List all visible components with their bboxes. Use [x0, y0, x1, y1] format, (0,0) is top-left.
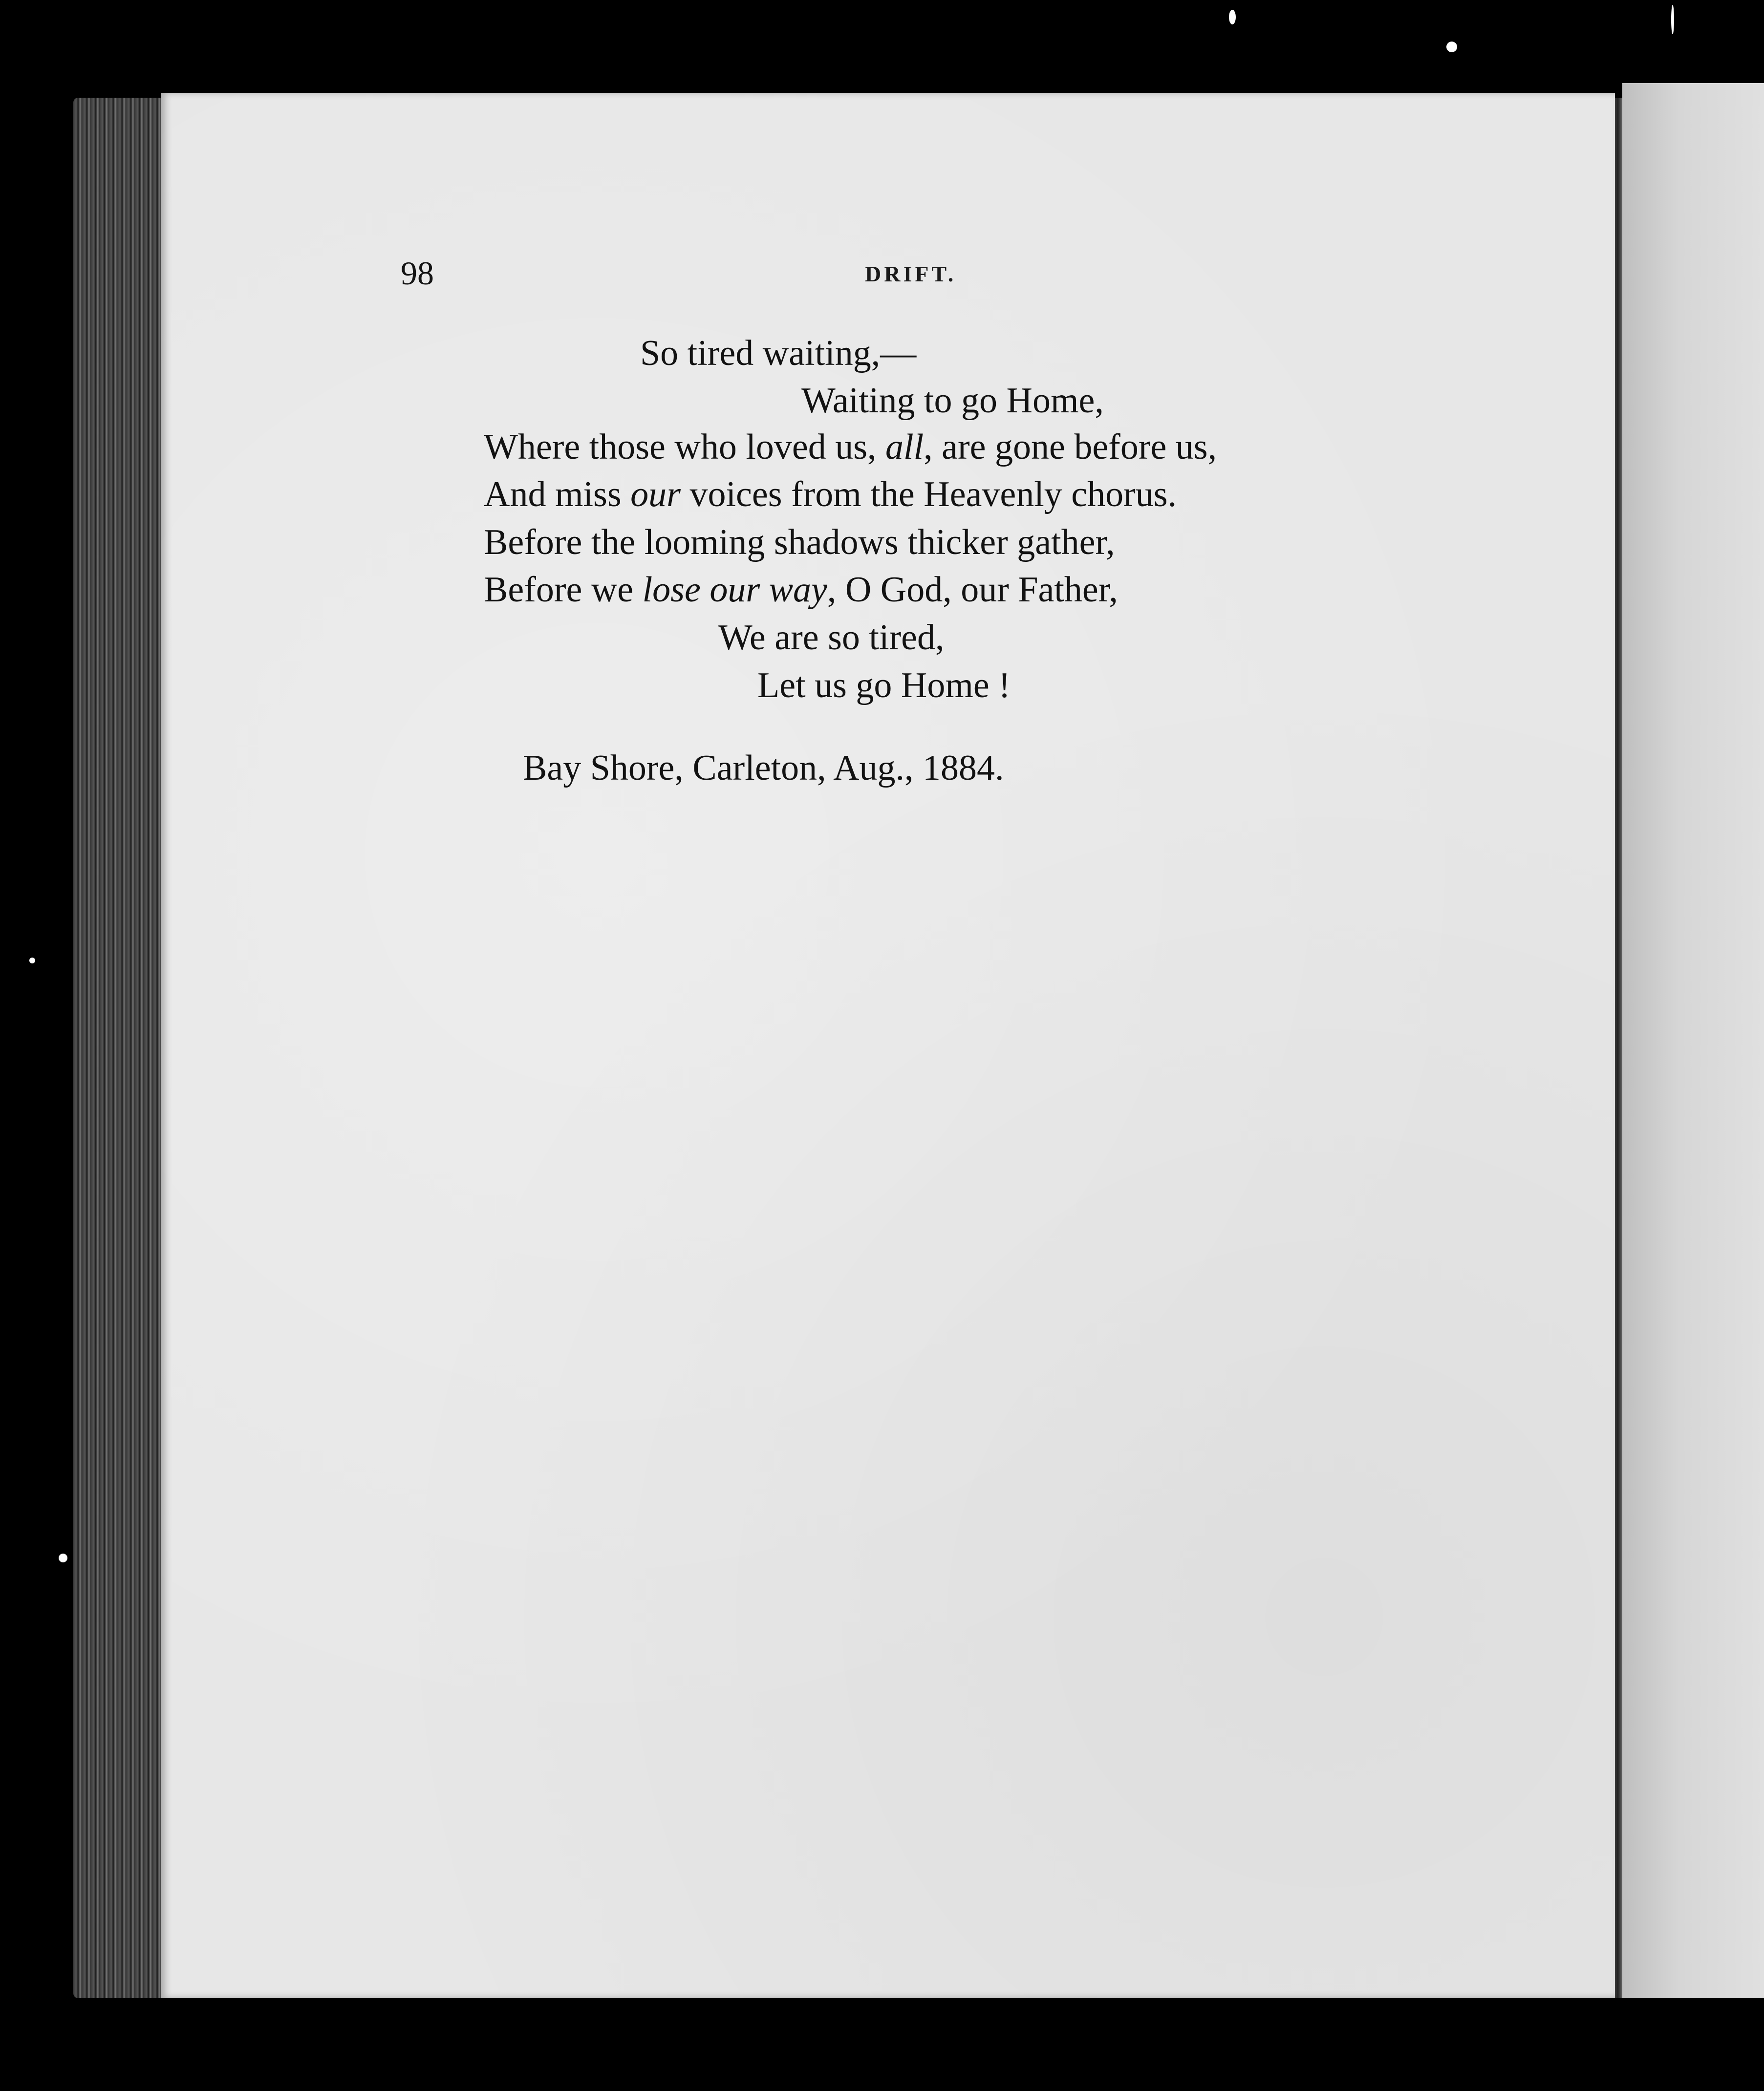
running-head: DRIFT.	[865, 261, 957, 286]
poem-line-6-text-a: Before we	[484, 570, 643, 610]
poem-line-8: Let us go Home !	[757, 665, 1011, 705]
poem-line-6-emphasis: lose our way	[642, 570, 827, 610]
poem-line-6	[484, 572, 1118, 608]
dust-speck	[1229, 10, 1236, 24]
page-number: 98	[401, 255, 434, 292]
poem-line-1: So tired waiting,—	[640, 333, 917, 373]
book-page	[161, 93, 1615, 1998]
poem-line-7: We are so tired,	[718, 618, 945, 658]
poem-line-3-emphasis: all	[885, 427, 924, 467]
poem-line-4-text-a: And miss	[484, 474, 631, 514]
dust-speck	[1671, 5, 1674, 34]
dust-speck	[59, 1554, 67, 1562]
poem-line-3-text-a: Where those who loved us,	[484, 427, 886, 467]
poem-signoff: Bay Shore, Carleton, Aug., 1884.	[523, 748, 1004, 788]
poem-line-3	[484, 429, 1217, 465]
page-header	[401, 254, 1329, 298]
poem-line-5: Before the looming shadows thicker gather,	[484, 522, 1115, 562]
dust-speck	[1446, 42, 1457, 52]
poem-line-4	[484, 476, 1177, 512]
poem-line-2: Waiting to go Home,	[801, 381, 1104, 421]
poem-line-6-text-c: , O God, our Father,	[827, 570, 1118, 610]
poem-line-4-emphasis: our	[630, 474, 681, 514]
facing-page	[1622, 83, 1764, 1998]
poem-line-3-text-c: , are gone before us,	[924, 427, 1217, 467]
poem-line-4-text-c: voices from the Heavenly chorus.	[680, 474, 1177, 514]
dust-speck	[29, 958, 35, 963]
